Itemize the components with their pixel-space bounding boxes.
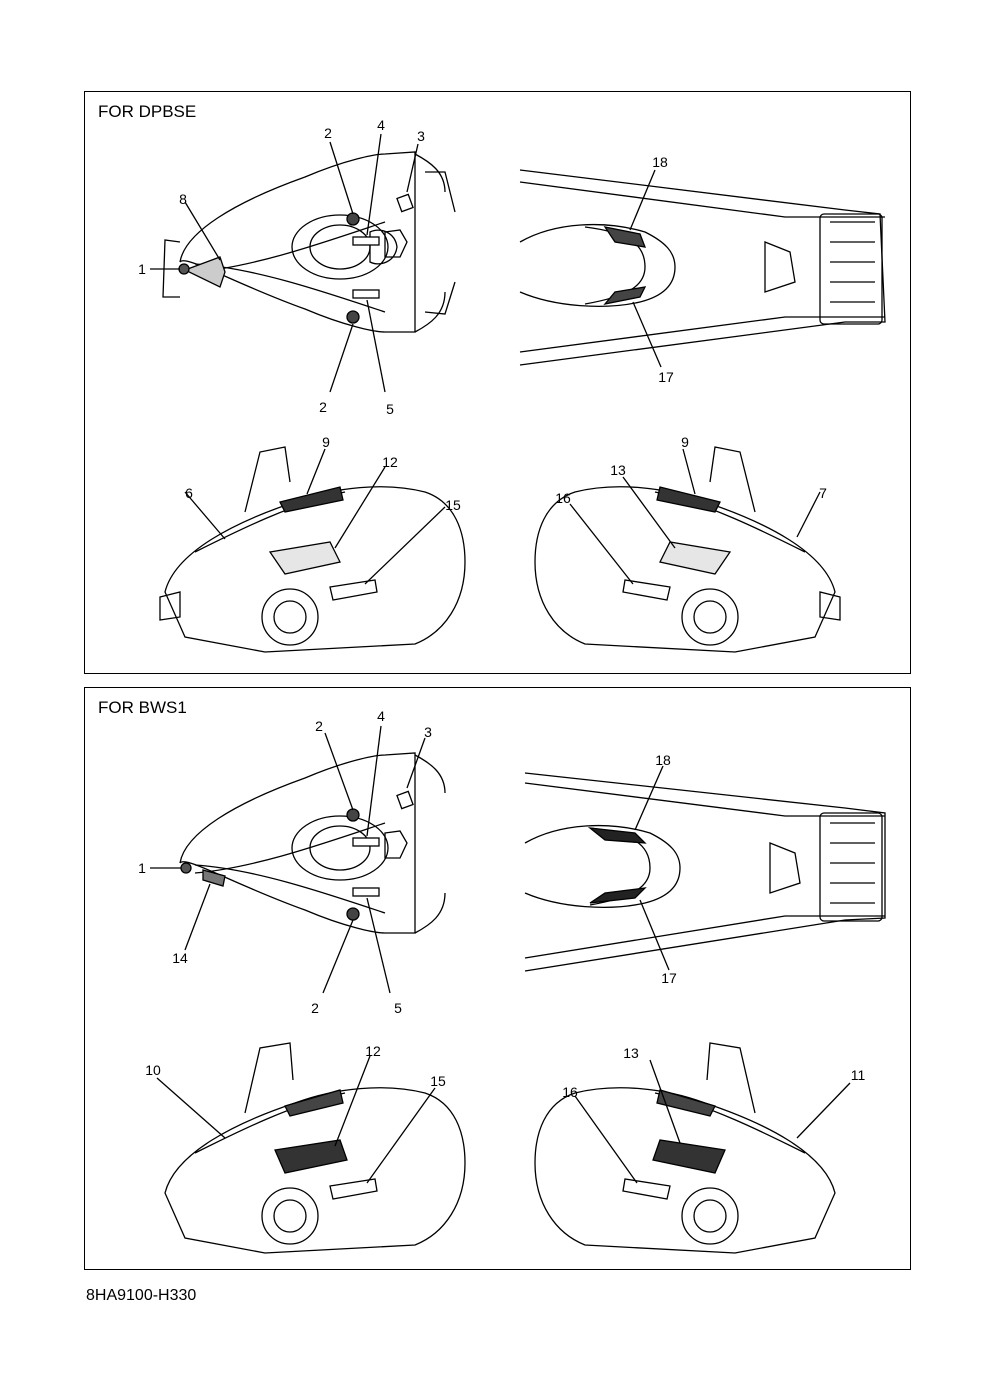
document-code: 8HA9100-H330 [86, 1287, 197, 1304]
callout-number: 5 [386, 401, 394, 417]
callout-number: 12 [382, 454, 398, 470]
top-view-drawing [150, 726, 445, 993]
callout-number: 18 [652, 154, 668, 170]
front-left-view-drawing [160, 447, 465, 652]
jetski-illustrations [85, 92, 912, 675]
callout-number: 2 [311, 1000, 319, 1016]
panel-dpbse [84, 91, 911, 674]
callout-number: 2 [324, 125, 332, 141]
callout-number: 1 [138, 860, 146, 876]
callout-number: 13 [623, 1045, 639, 1061]
callout-number: 11 [850, 1067, 866, 1083]
callout-number: 3 [417, 128, 425, 144]
callout-number: 14 [172, 950, 188, 966]
callout-number: 15 [430, 1073, 446, 1089]
callout-number: 13 [610, 462, 626, 478]
callout-number: 3 [424, 724, 432, 740]
front-right-view-drawing [535, 447, 840, 652]
callout-number: 1 [138, 261, 146, 277]
callout-number: 15 [445, 497, 461, 513]
callout-number: 17 [661, 970, 677, 986]
callout-number: 7 [819, 485, 827, 501]
callout-number: 5 [394, 1000, 402, 1016]
callout-number: 4 [377, 708, 385, 724]
callout-number: 2 [315, 718, 323, 734]
top-view-drawing [150, 134, 455, 392]
callout-number: 16 [562, 1084, 578, 1100]
callout-number: 2 [319, 399, 327, 415]
panel-title: FOR BWS1 [98, 698, 187, 717]
front-right-view-drawing [535, 1043, 850, 1253]
callout-number: 6 [185, 485, 193, 501]
callout-number: 18 [655, 752, 671, 768]
callout-number: 10 [145, 1062, 161, 1078]
jetski-illustrations [85, 688, 912, 1271]
side-view-drawing [525, 766, 885, 971]
callout-number: 8 [179, 191, 187, 207]
front-left-view-drawing [157, 1043, 465, 1253]
callout-number: 4 [377, 117, 385, 133]
panel-title: FOR DPBSE [98, 102, 197, 121]
callout-number: 16 [555, 490, 571, 506]
panel-bws1 [84, 687, 911, 1270]
side-view-drawing [520, 170, 885, 367]
callout-number: 12 [365, 1043, 381, 1059]
callout-number: 9 [322, 434, 330, 450]
callout-number: 17 [658, 369, 674, 385]
callout-number: 9 [681, 434, 689, 450]
